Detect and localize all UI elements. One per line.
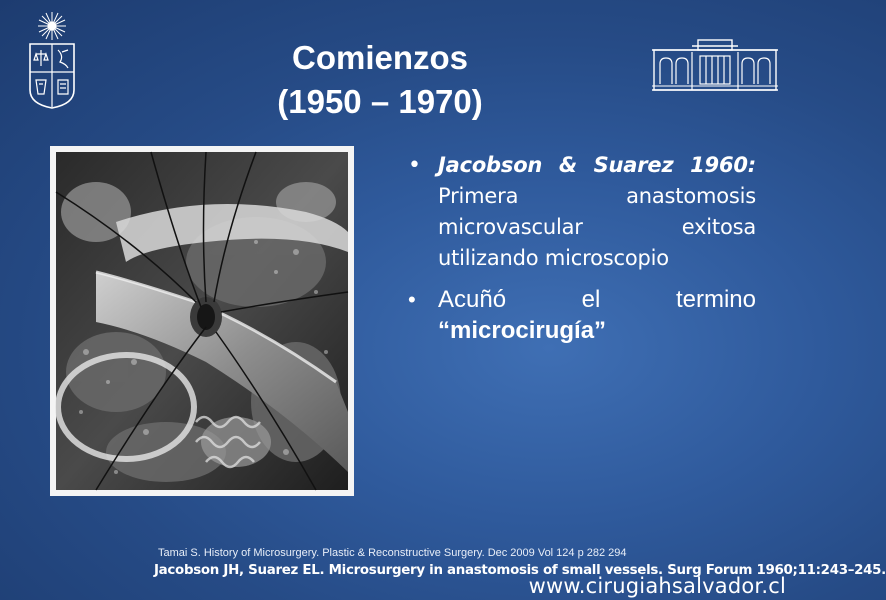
bullet-text-line: Primera anastomosis [438, 184, 756, 208]
bullet-item-jacobson [404, 150, 756, 274]
bullet-text-line: “microcirugía” [438, 317, 607, 344]
microsurgery-photo-image [56, 152, 348, 490]
bullet-list [404, 150, 756, 346]
reference-jacobson: Jacobson JH, Suarez EL. Microsurgery in anastomosis of small vessels. Surg Forum 1960;11:243–245. [154, 563, 886, 578]
bullet-icon: • [408, 153, 421, 178]
slide-title-line1: Comienzos [291, 39, 469, 76]
historic-photo [50, 146, 354, 496]
bullet-text-line: utilizando microscopio [438, 246, 669, 270]
bullet-text-line: Acuñó el termino [438, 286, 756, 313]
bullet-item-acuno [404, 284, 756, 346]
bullet-icon: • [408, 287, 416, 312]
website-watermark: www.cirugiahsalvador.cl [528, 574, 786, 598]
slide-title-line2: (1950 – 1970) [277, 83, 483, 120]
bullet-lead: Jacobson & Suarez 1960: [438, 153, 756, 177]
bullet-text-line: microvascular exitosa [438, 215, 756, 239]
reference-tamai: Tamai S. History of Microsurgery. Plastic & Reconstructive Surgery. Dec 2009 Vol 124 p 282 294 [158, 547, 627, 559]
